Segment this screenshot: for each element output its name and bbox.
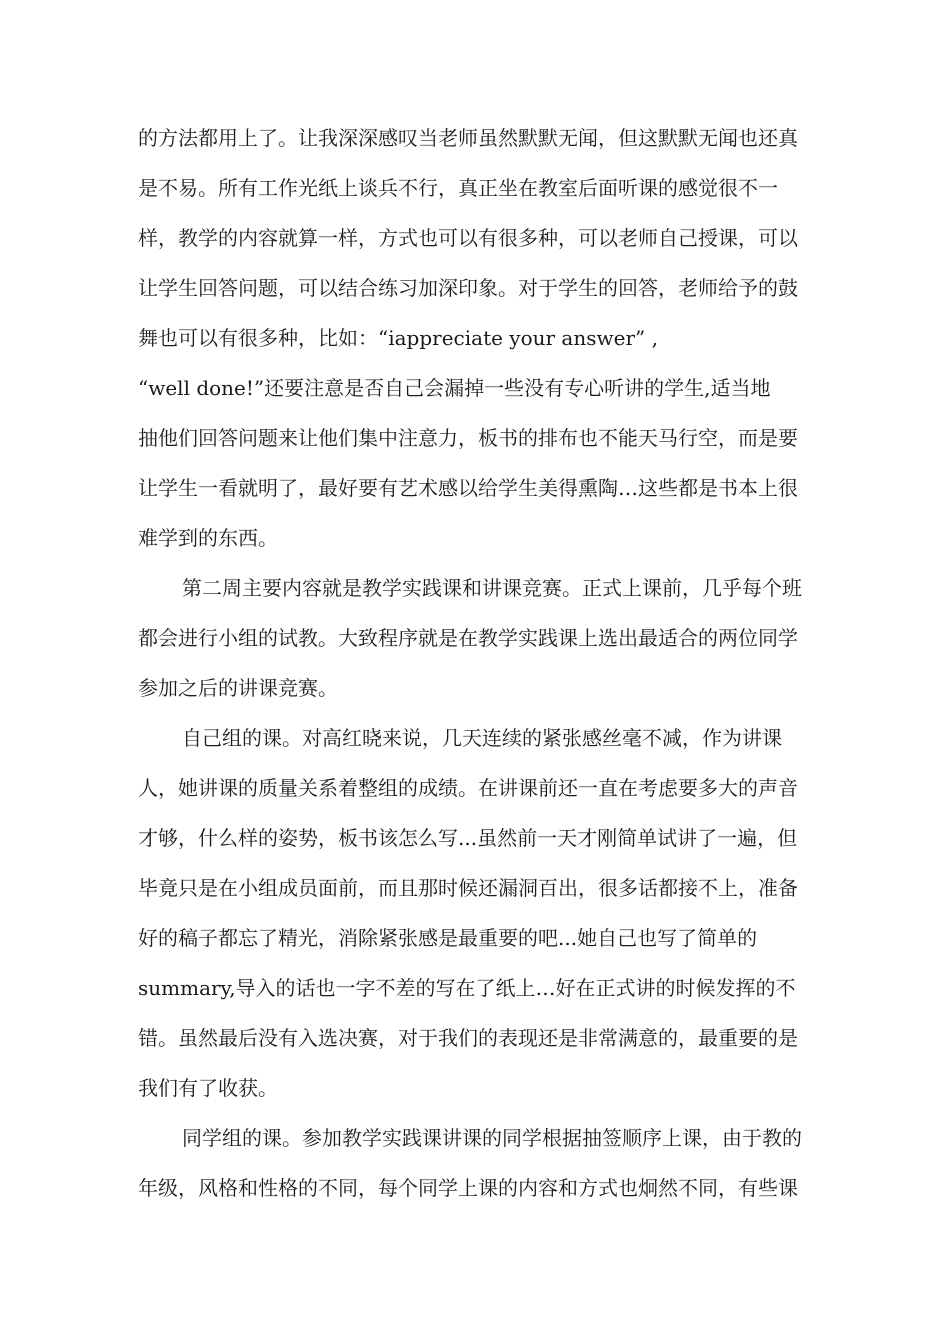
text-line: 抽他们回答问题来让他们集中注意力，板书的排布也不能天马行空，而是要 [138, 426, 798, 450]
text-line: 参加之后的讲课竞赛。 [138, 676, 338, 700]
text-line: “well done!”还要注意是否自己会漏掉一些没有专心听讲的学生,适当地 [138, 376, 771, 400]
text-line: 样，教学的内容就算一样，方式也可以有很多种，可以老师自己授课，可以 [138, 226, 798, 250]
text-line: 同学组的课。参加教学实践课讲课的同学根据抽签顺序上课，由于教的 [182, 1126, 802, 1150]
text-line: 让学生一看就明了，最好要有艺术感以给学生美得熏陶…这些都是书本上很 [138, 476, 798, 500]
text-line: 让学生回答问题，可以结合练习加深印象。对于学生的回答，老师给予的鼓 [138, 276, 798, 300]
text-line: 年级，风格和性格的不同，每个同学上课的内容和方式也炯然不同，有些课 [138, 1176, 798, 1200]
text-line: 我们有了收获。 [138, 1076, 278, 1100]
paragraph-4 [138, 1113, 828, 1213]
text-line: 都会进行小组的试教。大致程序就是在教学实践课上选出最适合的两位同学 [138, 626, 798, 650]
text-line: 难学到的东西。 [138, 526, 278, 550]
text-line: 的方法都用上了。让我深深感叹当老师虽然默默无闻，但这默默无闻也还真 [138, 126, 798, 150]
paragraph-1 [138, 113, 828, 563]
paragraph-3 [138, 713, 828, 1113]
text-line: 是不易。所有工作光纸上谈兵不行，真正坐在教室后面听课的感觉很不一 [138, 176, 778, 200]
text-line: 第二周主要内容就是教学实践课和讲课竞赛。正式上课前，几乎每个班 [182, 576, 802, 600]
text-line: summary,导入的话也一字不差的写在了纸上…好在正式讲的时候发挥的不 [138, 976, 796, 1000]
text-line: 舞也可以有很多种，比如：“iappreciate your answer” , [138, 326, 658, 350]
text-line: 自己组的课。对高红晓来说，几天连续的紧张感丝毫不减，作为讲课 [182, 726, 782, 750]
text-line: 好的稿子都忘了精光，消除紧张感是最重要的吧...她自己也写了简单的 [138, 926, 758, 950]
text-line: 毕竟只是在小组成员面前，而且那时候还漏洞百出，很多话都接不上，准备 [138, 876, 798, 900]
paragraph-2 [138, 563, 828, 713]
text-line: 才够，什么样的姿势，板书该怎么写...虽然前一天才刚简单试讲了一遍，但 [138, 826, 798, 850]
text-line: 错。虽然最后没有入选决赛，对于我们的表现还是非常满意的，最重要的是 [138, 1026, 798, 1050]
text-line: 人，她讲课的质量关系着整组的成绩。在讲课前还一直在考虑要多大的声音 [138, 776, 798, 800]
